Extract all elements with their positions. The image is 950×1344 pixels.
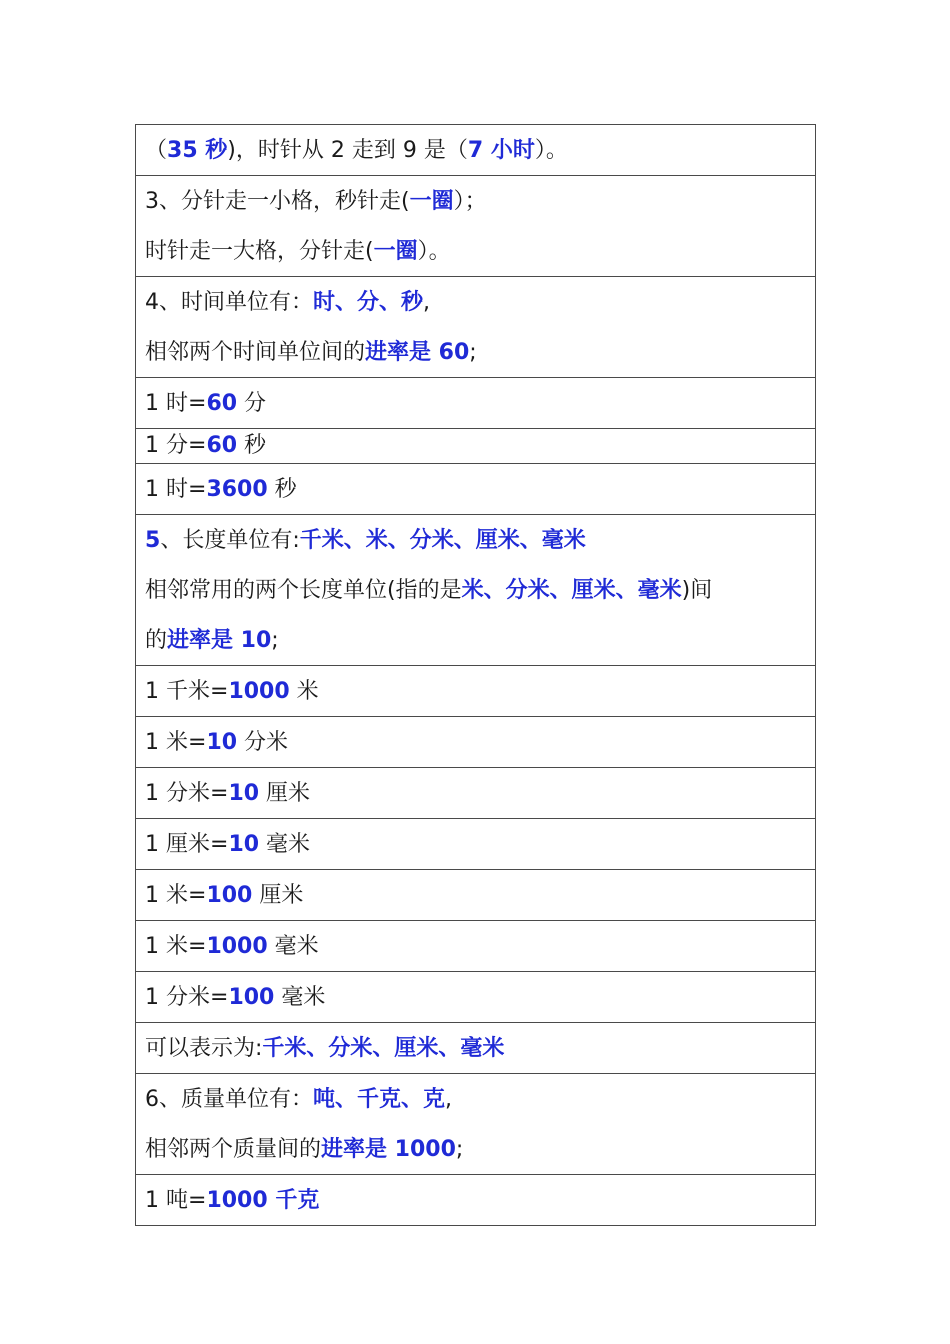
text-line bbox=[145, 1124, 815, 1174]
text-line bbox=[145, 972, 815, 1022]
plain-text: 厘米 bbox=[252, 883, 304, 908]
table-row bbox=[136, 819, 816, 870]
plain-text: )间 bbox=[681, 578, 713, 603]
table-cell bbox=[136, 1175, 816, 1226]
plain-text: , bbox=[445, 1087, 453, 1112]
text-line bbox=[145, 819, 815, 869]
plain-text: 1 时= bbox=[145, 391, 207, 416]
text-line bbox=[145, 378, 815, 428]
plain-text: 时针走一大格，分针走( bbox=[145, 239, 374, 264]
table-row bbox=[136, 870, 816, 921]
plain-text: ; bbox=[455, 1137, 464, 1162]
highlighted-text: 1000 bbox=[206, 934, 268, 959]
plain-text: 1 分米= bbox=[145, 985, 229, 1010]
plain-text: 米 bbox=[289, 679, 319, 704]
plain-text: 1 分= bbox=[145, 433, 207, 458]
table-cell bbox=[136, 921, 816, 972]
text-line bbox=[145, 176, 815, 226]
plain-text: 1 厘米= bbox=[145, 832, 229, 857]
table-cell bbox=[136, 1023, 816, 1074]
text-line bbox=[145, 515, 815, 565]
plain-text: 分 bbox=[237, 391, 267, 416]
highlighted-text: 千米、分米、厘米、毫米 bbox=[262, 1036, 505, 1061]
table-cell bbox=[136, 125, 816, 176]
table-cell bbox=[136, 972, 816, 1023]
plain-text: ）。 bbox=[417, 239, 451, 264]
text-line bbox=[145, 226, 815, 276]
text-line bbox=[145, 717, 815, 767]
table-cell bbox=[136, 666, 816, 717]
plain-text: 相邻两个质量间的 bbox=[145, 1137, 322, 1162]
plain-text: 6、质量单位有： bbox=[145, 1087, 313, 1112]
text-line bbox=[145, 429, 815, 463]
plain-text: 1 时= bbox=[145, 477, 207, 502]
table-cell bbox=[136, 378, 816, 429]
plain-text: ; bbox=[469, 340, 477, 365]
table-row bbox=[136, 768, 816, 819]
text-line bbox=[145, 464, 815, 514]
plain-text: 秒 bbox=[237, 433, 267, 458]
text-line bbox=[145, 1074, 815, 1124]
highlighted-text: 60 bbox=[206, 433, 238, 458]
table-cell bbox=[136, 277, 816, 378]
highlighted-text: 35 秒 bbox=[167, 138, 228, 163]
plain-text: 的 bbox=[145, 628, 168, 653]
plain-text: ）； bbox=[453, 189, 487, 214]
plain-text: 相邻常用的两个长度单位(指的是 bbox=[145, 578, 462, 603]
highlighted-text: 一圈 bbox=[409, 189, 454, 214]
plain-text: 分米 bbox=[237, 730, 289, 755]
table-cell bbox=[136, 768, 816, 819]
text-line bbox=[145, 565, 815, 615]
plain-text: 毫米 bbox=[259, 832, 311, 857]
highlighted-text: 时、分、秒 bbox=[313, 290, 424, 315]
text-line bbox=[145, 921, 815, 971]
plain-text: 1 千米= bbox=[145, 679, 229, 704]
table-row bbox=[136, 717, 816, 768]
highlighted-text: 进率是 1000 bbox=[321, 1137, 456, 1162]
table-cell bbox=[136, 870, 816, 921]
table-row bbox=[136, 666, 816, 717]
plain-text: 1 分米= bbox=[145, 781, 229, 806]
highlighted-text: 60 bbox=[206, 391, 238, 416]
unit-conversion-table bbox=[135, 124, 816, 1226]
table-row bbox=[136, 921, 816, 972]
highlighted-text: 5 bbox=[145, 528, 161, 553]
table-cell bbox=[136, 515, 816, 666]
plain-text: 4、时间单位有： bbox=[145, 290, 313, 315]
highlighted-text: 100 bbox=[228, 985, 275, 1010]
highlighted-text: 10 bbox=[206, 730, 238, 755]
plain-text: ）。 bbox=[534, 138, 568, 163]
highlighted-text: 10 bbox=[228, 781, 260, 806]
table-row bbox=[136, 515, 816, 666]
text-line bbox=[145, 327, 815, 377]
table-body bbox=[136, 125, 816, 1226]
table-row bbox=[136, 1175, 816, 1226]
highlighted-text: 千米、米、分米、厘米、毫米 bbox=[299, 528, 586, 553]
highlighted-text: 7 小时 bbox=[467, 138, 535, 163]
plain-text: 1 米= bbox=[145, 883, 207, 908]
highlighted-text: 米、分米、厘米、毫米 bbox=[461, 578, 682, 603]
highlighted-text: 一圈 bbox=[373, 239, 418, 264]
table-row bbox=[136, 125, 816, 176]
highlighted-text: 进率是 10 bbox=[167, 628, 272, 653]
plain-text: )，时针从 2 走到 9 是（ bbox=[227, 138, 468, 163]
text-line bbox=[145, 615, 815, 665]
text-line bbox=[145, 125, 815, 175]
plain-text: 厘米 bbox=[259, 781, 311, 806]
plain-text: 相邻两个时间单位间的 bbox=[145, 340, 366, 365]
plain-text: , bbox=[423, 290, 431, 315]
highlighted-text: 进率是 60 bbox=[365, 340, 470, 365]
plain-text: 1 米= bbox=[145, 934, 207, 959]
text-line bbox=[145, 1175, 815, 1225]
table-cell bbox=[136, 429, 816, 464]
text-line bbox=[145, 870, 815, 920]
text-line bbox=[145, 666, 815, 716]
table-cell bbox=[136, 1074, 816, 1175]
highlighted-text: 1000 bbox=[228, 679, 290, 704]
table-cell bbox=[136, 819, 816, 870]
highlighted-text: 100 bbox=[206, 883, 253, 908]
plain-text: 毫米 bbox=[267, 934, 319, 959]
plain-text: 3、分针走一小格，秒针走( bbox=[145, 189, 410, 214]
plain-text: 1 米= bbox=[145, 730, 207, 755]
table-row bbox=[136, 277, 816, 378]
plain-text: 秒 bbox=[267, 477, 297, 502]
plain-text: （ bbox=[145, 138, 168, 163]
plain-text: ; bbox=[271, 628, 279, 653]
text-line bbox=[145, 768, 815, 818]
highlighted-text: 1000 千克 bbox=[206, 1188, 320, 1213]
table-row bbox=[136, 429, 816, 464]
plain-text: 毫米 bbox=[274, 985, 326, 1010]
plain-text: 1 吨= bbox=[145, 1188, 207, 1213]
table-row bbox=[136, 1023, 816, 1074]
table-row bbox=[136, 176, 816, 277]
table-cell bbox=[136, 717, 816, 768]
highlighted-text: 吨、千克、克 bbox=[313, 1087, 446, 1112]
table-row bbox=[136, 378, 816, 429]
table-row bbox=[136, 1074, 816, 1175]
highlighted-text: 3600 bbox=[206, 477, 268, 502]
table-cell bbox=[136, 464, 816, 515]
text-line bbox=[145, 1023, 815, 1073]
plain-text: 、长度单位有: bbox=[160, 528, 300, 553]
highlighted-text: 10 bbox=[228, 832, 260, 857]
plain-text: 可以表示为: bbox=[145, 1036, 263, 1061]
table-row bbox=[136, 972, 816, 1023]
table-row bbox=[136, 464, 816, 515]
text-line bbox=[145, 277, 815, 327]
table-cell bbox=[136, 176, 816, 277]
